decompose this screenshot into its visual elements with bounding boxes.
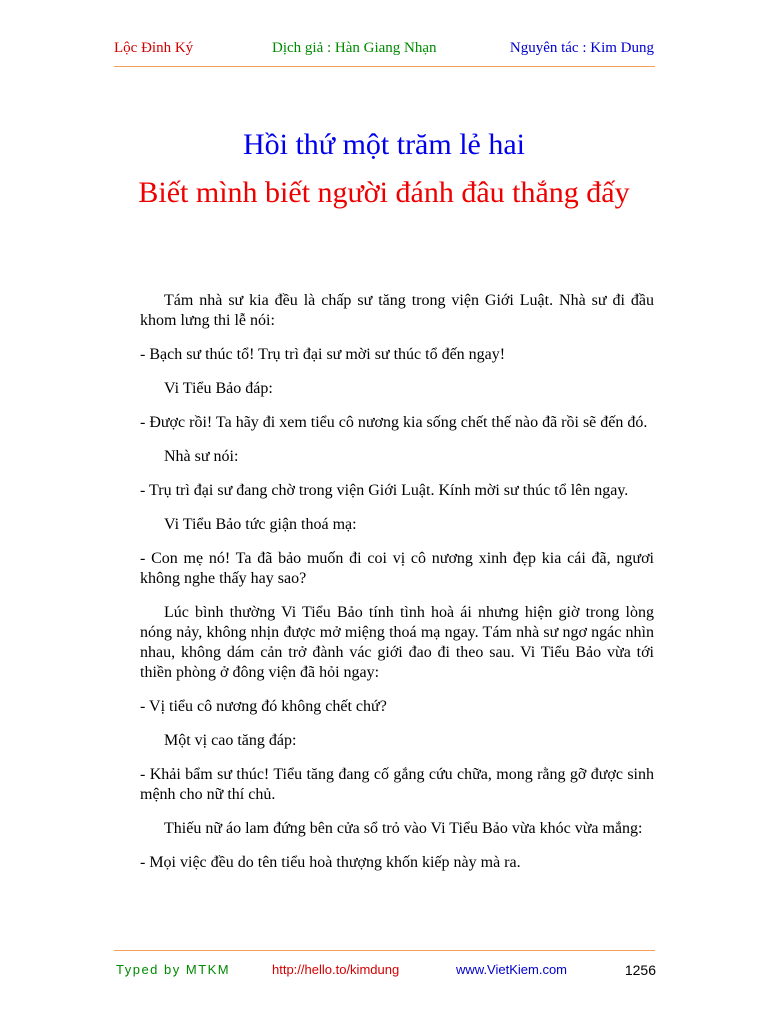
header-author: Nguyên tác : Kim Dung [509,40,654,56]
chapter-subtitle: Biết mình biết người đánh đâu thắng đấy [138,176,630,209]
footer-typed-by: Typed by MTKM [116,962,231,977]
paragraph: - Được rồi! Ta hãy đi xem tiểu cô nương kia sống chết thế nào đã rồi sẽ đến đó. [140,414,648,431]
paragraph: - Bạch sư thúc tổ! Trụ trì đại sư mời sư thúc tổ đến ngay! [140,346,506,363]
header-book-title: Lộc Đỉnh Ký [114,40,194,56]
header-divider [114,66,655,67]
paragraph: Vi Tiểu Bảo tức giận thoá mạ: [164,516,357,533]
paragraph: Thiếu nữ áo lam đứng bên cửa sổ trỏ vào Vi Tiểu Bảo vừa khóc vừa mắng: [164,820,643,837]
paragraph: Một vị cao tăng đáp: [164,732,297,749]
paragraph: Nhà sư nói: [164,448,239,465]
page-number: 1256 [624,962,656,978]
footer-link-kimdung[interactable]: http://hello.to/kimdung [272,962,400,977]
paragraph: - Trụ trì đại sư đang chờ trong viện Giới Luật. Kính mời sư thúc tổ lên ngay. [140,482,629,499]
paragraph: - Khải bẩm sư thúc! Tiểu tăng đang cố gắng cứu chữa, mong rằng gỡ được sinh mệnh cho nữ thí chủ. [140,766,654,803]
chapter-title: Hồi thứ một trăm lẻ hai [242,128,526,161]
paragraph: - Con mẹ nó! Ta đã bảo muốn đi coi vị cô nương xinh đẹp kia cái đã, ngươi không nghe thấy hay sao? [140,550,654,587]
footer-divider [114,950,655,951]
paragraph: Lúc bình thường Vi Tiểu Bảo tính tình hoà ái nhưng hiện giờ trong lòng nóng nảy, không nhịn được mở miệng thoá mạ ngay. Tám nhà sư ngơ ngác nhìn nhau, không dám cản trở đành vác giới đao đi theo sau. Vi Tiểu Bảo vừa tới thiền phòng ở đông viện đã hỏi ngay: [140,604,654,681]
body-text [140,291,654,887]
page-header [114,40,654,64]
paragraph: - Mọi việc đều do tên tiểu hoà thượng khốn kiếp này mà ra. [140,854,521,871]
paragraph: Tám nhà sư kia đều là chấp sư tăng trong viện Giới Luật. Nhà sư đi đầu khom lưng thi lễ nói: [140,292,654,329]
footer-link-vietkiem[interactable]: www.VietKiem.com [456,962,568,977]
paragraph: Vi Tiểu Bảo đáp: [164,380,273,397]
header-translator: Dịch giả : Hàn Giang Nhạn [272,40,437,56]
page-footer [116,962,656,982]
paragraph: - Vị tiểu cô nương đó không chết chứ? [140,698,387,715]
